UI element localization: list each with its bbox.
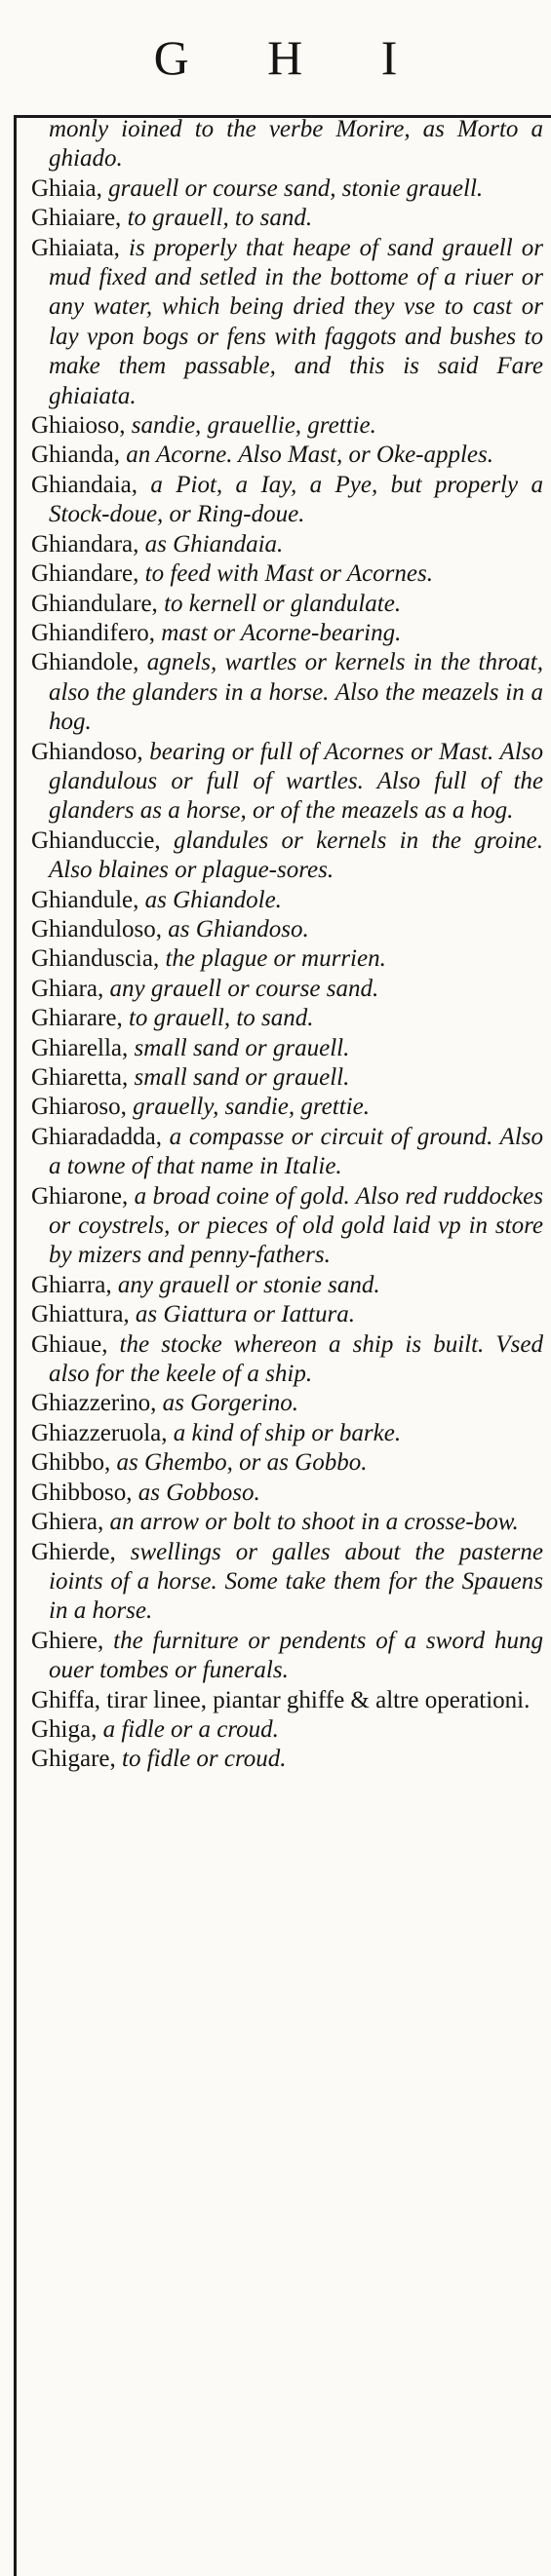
entry-definition: mast or Acorne-bearing.: [155, 619, 402, 646]
entry-headword: Ghiandole,: [31, 649, 139, 676]
dictionary-entry: [31, 234, 543, 411]
dictionary-entry: [31, 1419, 543, 1448]
dictionary-entry: [31, 204, 543, 233]
entry-headword: Ghiaradadda,: [31, 1123, 162, 1150]
entry-headword: Ghiaia,: [31, 174, 102, 202]
entry-definition: sandie, grauellie, grettie.: [125, 412, 376, 440]
dictionary-entry: [31, 648, 543, 737]
entry-definition: agnels, wartles or kernels in the throat, also the glanders in a horse. Also the meazels in a hog.: [49, 649, 543, 736]
entry-definition: to feed with Mast or Acornes.: [138, 560, 433, 588]
entry-headword: Ghianduccie,: [31, 827, 161, 854]
entry-headword: Ghiandare,: [31, 560, 139, 588]
dictionary-entry: [31, 471, 543, 530]
entry-definition: as Ghembo, or as Gobbo.: [110, 1449, 368, 1477]
dictionary-entry: [31, 1745, 543, 1774]
dictionary-entry: [31, 827, 543, 886]
dictionary-entry: [31, 619, 543, 648]
entry-headword: Ghiaretta,: [31, 1064, 129, 1091]
entry-headword: Ghiaue,: [31, 1330, 108, 1358]
entry-definition: an Acorne. Also Mast, or Oke-apples.: [119, 442, 494, 469]
dictionary-entry: [31, 1479, 543, 1508]
dictionary-entry: [31, 174, 543, 204]
entry-headword: Ghiandoso,: [31, 738, 143, 765]
entry-headword: Ghiara,: [31, 975, 104, 1002]
entry-headword: Ghiandule,: [31, 886, 139, 913]
entry-definition: a broad coine of gold. Also red ruddockes or coystrels, or pieces of old gold laid vp in store by mizers and penny-fathers.: [49, 1182, 543, 1269]
column-rule: [14, 115, 17, 2576]
dictionary-entry: [31, 1182, 543, 1271]
entry-headword: Ghiattura,: [31, 1301, 130, 1328]
dictionary-entry: [31, 1093, 543, 1122]
dictionary-entry: [31, 1034, 543, 1063]
entry-headword: Ghiere,: [31, 1627, 104, 1654]
entry-headword: Ghiaiare,: [31, 205, 122, 232]
dictionary-entry: [31, 1389, 543, 1418]
entry-definition: a Piot, a Iay, a Pye, but properly a Stock-doue, or Ring-doue.: [49, 471, 543, 528]
entry-definition: to grauell, to sand.: [121, 205, 313, 232]
dictionary-entry: [31, 441, 543, 470]
entry-definition: as Ghiandaia.: [138, 530, 284, 557]
running-head: G H I: [153, 30, 431, 85]
entry-headword: Ghigare,: [31, 1746, 116, 1773]
entry-headword: Ghiandaia,: [31, 471, 138, 498]
entry-headword: Ghiarone,: [31, 1182, 129, 1210]
dictionary-entry: [31, 1063, 543, 1093]
entry-headword: Ghiandulare,: [31, 590, 158, 617]
dictionary-entry: [31, 1686, 543, 1715]
entry-headword: Ghiarella,: [31, 1034, 129, 1061]
entry-headword: Ghiffa, tirar linee, piantar ghiffe & altre operationi.: [31, 1686, 531, 1713]
entry-headword: Ghiera,: [31, 1509, 104, 1536]
entry-definition: the plague or murrien.: [159, 945, 386, 973]
entry-headword: Ghibboso,: [31, 1479, 133, 1506]
page-header: [0, 0, 551, 115]
entry-definition: glandules or kernels in the groine. Also blaines or plague-sores.: [49, 827, 543, 884]
entry-headword: Ghiazzerino,: [31, 1390, 157, 1417]
dictionary-entry: [31, 115, 543, 174]
entry-definition: small sand or grauell.: [128, 1034, 350, 1061]
entry-headword: Ghiaroso,: [31, 1094, 127, 1121]
dictionary-entry: [31, 530, 543, 559]
dictionary-entry: [31, 1123, 543, 1182]
entry-definition: the furniture or pendents of a sword hung ouer tombes or funerals.: [49, 1627, 543, 1684]
entry-headword: Ghiazzeruola,: [31, 1419, 168, 1446]
entry-definition: as Giattura or Iattura.: [129, 1301, 355, 1328]
dictionary-entry: [31, 1330, 543, 1390]
dictionary-entry: [31, 1448, 543, 1478]
entry-definition: small sand or grauell.: [128, 1064, 350, 1091]
entry-definition: swellings or galles about the pasterne ioints of a horse. Some take them for the Spauens in a horse.: [49, 1538, 543, 1625]
entry-headword: Ghianduloso,: [31, 915, 163, 942]
entry-definition: as Gobboso.: [132, 1479, 260, 1506]
entry-headword: Ghianduscia,: [31, 945, 160, 973]
entry-definition: grauelly, sandie, grettie.: [126, 1094, 370, 1121]
dictionary-entry: [31, 1004, 543, 1033]
entry-definition: as Gorgerino.: [156, 1390, 299, 1417]
entry-headword: Ghiandifero,: [31, 619, 156, 646]
entry-headword: Ghianda,: [31, 442, 120, 469]
entry-definition: a compasse or circuit of ground. Also a towne of that name in Italie.: [49, 1123, 543, 1180]
dictionary-entry: [31, 738, 543, 827]
dictionary-entry: [31, 1271, 543, 1300]
dictionary-entry: [31, 1715, 543, 1745]
dictionary-entry: [31, 1627, 543, 1686]
entry-headword: Ghierde,: [31, 1538, 116, 1565]
dictionary-entry: [31, 1508, 543, 1537]
entry-headword: Ghiandara,: [31, 530, 139, 557]
entry-definition: to kernell or glandulate.: [157, 590, 402, 617]
entry-headword: Ghiarra,: [31, 1271, 112, 1298]
dictionary-column: [31, 115, 543, 2576]
dictionary-entry: [31, 1538, 543, 1627]
entry-definition: is properly that heape of sand grauell or mud fixed and setled in the bottome of a riuer or any water, which being dried they vse to cast or lay vpon bogs or fens with faggots and bushes to make them passable, and this is said Fare ghiaiata.: [49, 234, 543, 409]
dictionary-entry: [31, 886, 543, 915]
dictionary-entry: [31, 944, 543, 974]
entry-definition: as Ghiandole.: [138, 886, 282, 913]
entry-definition: a kind of ship or barke.: [167, 1419, 402, 1446]
entry-definition: grauell or course sand, stonie grauell.: [101, 174, 484, 202]
entry-definition: the stocke whereon a ship is built. Vsed also for the keele of a ship.: [49, 1330, 543, 1388]
dictionary-entry: [31, 559, 543, 589]
entry-definition: to grauell, to sand.: [122, 1005, 314, 1032]
entry-headword: Ghibbo,: [31, 1449, 111, 1477]
dictionary-entry: [31, 411, 543, 441]
entry-definition: monly ioined to the verbe Morire, as Morto a ghiado.: [49, 116, 543, 173]
entry-headword: Ghiaioso,: [31, 412, 126, 440]
dictionary-entry: [31, 975, 543, 1004]
entry-headword: Ghiaiata,: [31, 234, 120, 261]
entry-definition: to fidle or croud.: [115, 1746, 287, 1773]
entry-headword: Ghiarare,: [31, 1005, 123, 1032]
entry-definition: any grauell or stonie sand.: [111, 1271, 380, 1298]
entry-definition: any grauell or course sand.: [103, 975, 379, 1002]
dictionary-entry: [31, 915, 543, 944]
entry-definition: an arrow or bolt to shoot in a crosse-bow.: [103, 1509, 519, 1536]
dictionary-entry: [31, 1300, 543, 1329]
entry-definition: bearing or full of Acornes or Mast. Also glandulous or full of wartles. Also full of the glanders as a horse, or of the meazels as a hog.: [49, 738, 543, 825]
entry-definition: a fidle or a croud.: [97, 1715, 279, 1743]
entry-definition: as Ghiandoso.: [162, 915, 309, 942]
dictionary-entry: [31, 590, 543, 619]
entry-headword: Ghiga,: [31, 1715, 98, 1743]
